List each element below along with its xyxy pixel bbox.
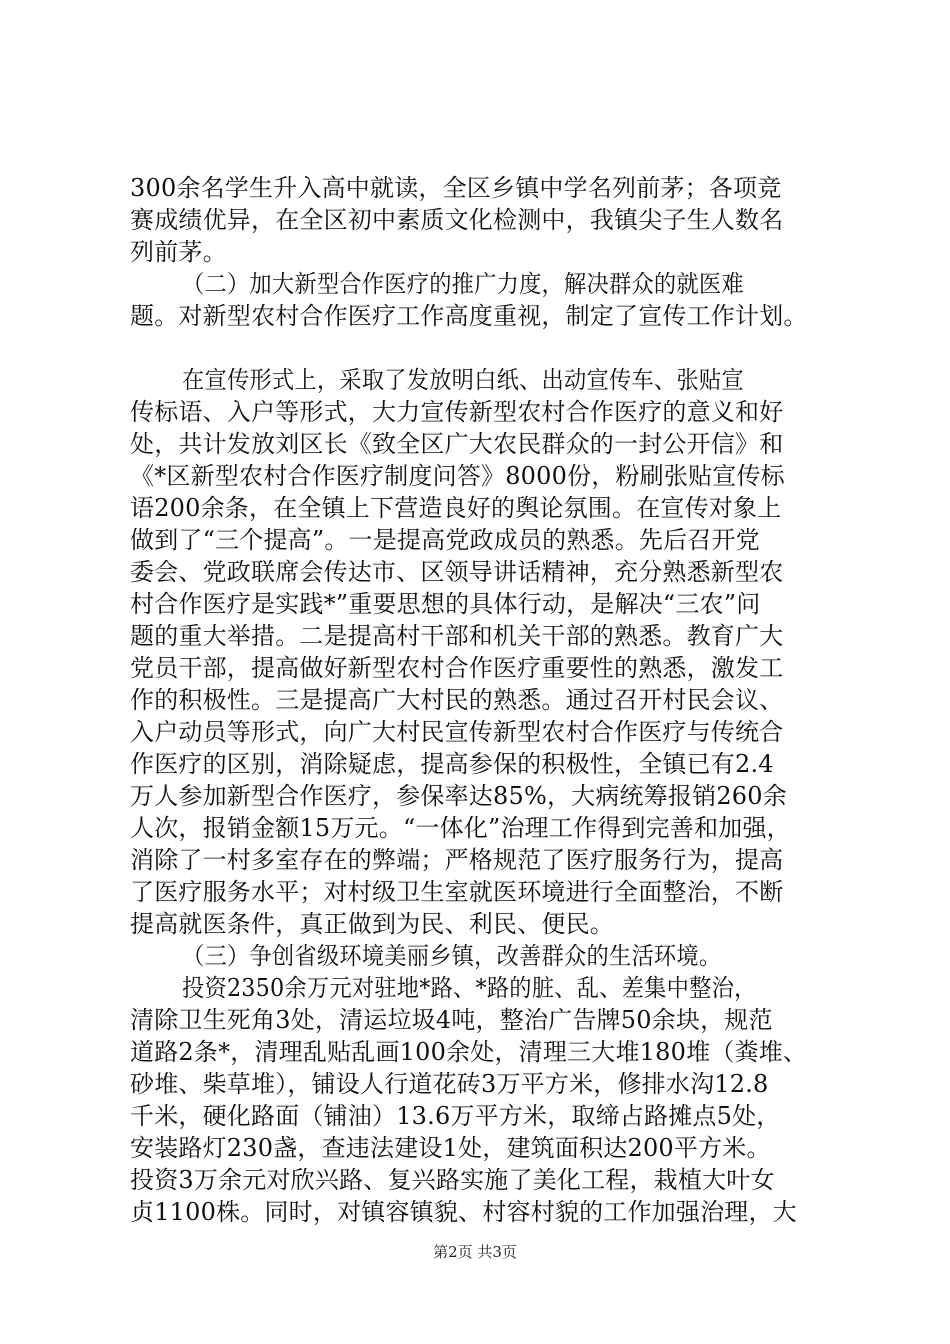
text-line: 委会、党政联席会传达市、区领导讲话精神，充分熟悉新型农: [130, 558, 784, 586]
text-line: 作的积极性。三是提高广大村民的熟悉。通过召开村民会议、: [130, 686, 784, 714]
paragraph-first-line: 在宣传形式上，采取了发放明白纸、出动宣传车、张贴宣: [182, 366, 744, 394]
text-line: 千米，硬化路面（铺油）13.6万平方米，取缔占路摊点5处，: [130, 1102, 781, 1130]
section-heading: （三）争创省级环境美丽乡镇，改善群众的生活环境。: [182, 942, 722, 970]
text-line: 消除了一村多室存在的弊端；严格规范了医疗服务行为，提高: [130, 846, 784, 874]
text-line: 传标语、入户等形式，大力宣传新型农村合作医疗的意义和好: [130, 398, 784, 426]
text-line: 入户动员等形式，向广大村民宣传新型农村合作医疗与传统合: [130, 718, 784, 746]
text-line: 人次，报销金额15万元。“一体化”治理工作得到完善和加强，: [130, 814, 791, 842]
text-line: 处，共计发放刘区长《致全区广大农民群众的一封公开信》和: [130, 430, 784, 458]
section-heading: （二）加大新型合作医疗的推广力度，解决群众的就医难: [182, 270, 744, 298]
text-line: 提高就医条件，真正做到为民、利民、便民。: [130, 910, 614, 938]
text-line: 党员干部，提高做好新型农村合作医疗重要性的熟悉，激发工: [130, 654, 784, 682]
text-line: 清除卫生死角3处，清运垃圾4吨，整治广告牌50余块，规范: [130, 1006, 773, 1034]
text-line: 投资3万余元对欣兴路、复兴路实施了美化工程，栽植大叶女: [130, 1166, 775, 1194]
text-line: 万人参加新型合作医疗，参保率达85%，大病统筹报销260余: [130, 782, 787, 810]
text-line: 了医疗服务水平；对村级卫生室就医环境进行全面整治，不断: [130, 878, 784, 906]
text-line: 题。对新型农村合作医疗工作高度重视，制定了宣传工作计划。: [130, 302, 808, 330]
paragraph-first-line: 投资2350余万元对驻地*路、*路的脏、乱、差集中整治，: [182, 974, 757, 1002]
text-line: 语200余条，在全镇上下营造良好的舆论氛围。在宣传对象上: [130, 494, 782, 522]
text-line: 安装路灯230盏，查违法建设1处，建筑面积达200平方米。: [130, 1134, 771, 1162]
text-line: 赛成绩优异，在全区初中素质文化检测中，我镇尖子生人数名: [130, 206, 784, 234]
text-line: 题的重大举措。二是提高村干部和机关干部的熟悉。教育广大: [130, 622, 784, 650]
text-line: 300余名学生升入高中就读，全区乡镇中学名列前茅；各项竞: [130, 174, 782, 202]
page-number-footer: 第2页 共3页: [433, 1243, 517, 1261]
text-line: 作医疗的区别，消除疑虑，提高参保的积极性，全镇已有2.4: [130, 750, 774, 778]
text-line: 做到了“三个提高”。一是提高党政成员的熟悉。先后召开党: [130, 526, 760, 554]
text-line: 道路2条*，清理乱贴乱画100余处，清理三大堆180堆（粪堆、: [130, 1038, 808, 1066]
text-line: 贞1100株。同时，对镇容镇貌、村容村貌的工作加强治理，大: [130, 1198, 797, 1226]
text-line: 列前茅。: [130, 238, 227, 266]
text-line: 《*区新型农村合作医疗制度问答》8000份，粉刷张贴宣传标: [130, 462, 785, 490]
text-line: 砂堆、柴草堆），铺设人行道花砖3万平方米，修排水沟12.8: [130, 1070, 769, 1098]
text-line: 村合作医疗是实践*”重要思想的具体行动，是解决“三农”问: [130, 590, 761, 618]
